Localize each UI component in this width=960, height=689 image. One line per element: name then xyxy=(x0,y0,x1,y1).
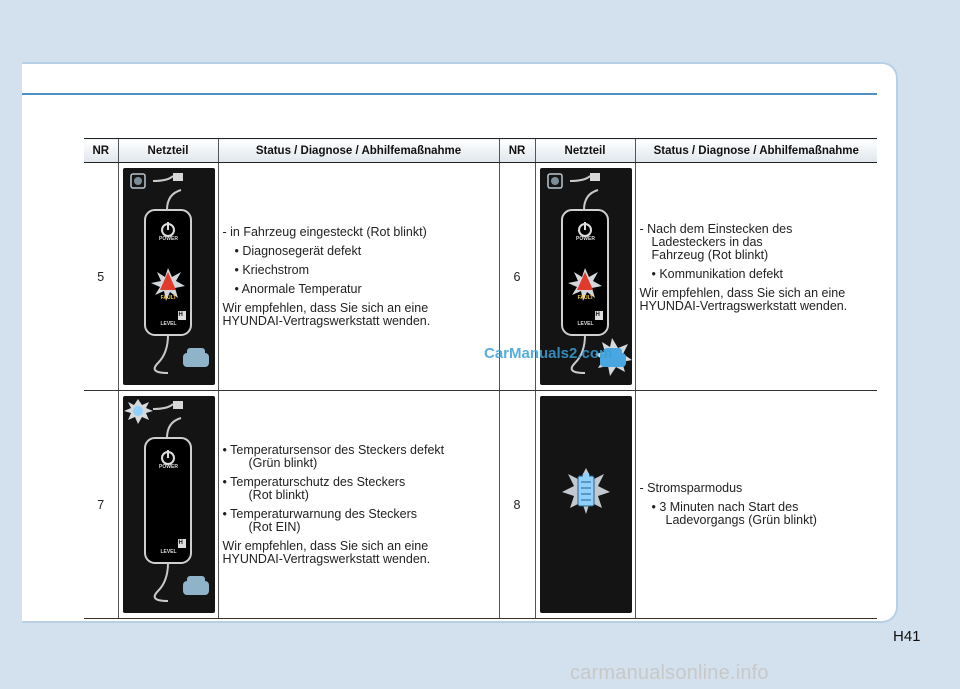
row-nr: 5 xyxy=(84,163,118,391)
watermark: CarManuals2.com xyxy=(484,345,613,362)
header-nr: NR xyxy=(84,139,118,163)
level-label: LEVEL xyxy=(160,321,177,327)
footer-site: carmanualsonline.info xyxy=(570,662,769,684)
header-status: Status / Diagnose / Abhilfemaßnahme xyxy=(218,139,499,163)
header-netzteil-2: Netzteil xyxy=(535,139,635,163)
h-badge: H xyxy=(178,540,183,546)
fault-label: FAULT xyxy=(577,295,594,301)
header-nr-2: NR xyxy=(499,139,535,163)
page-number: H41 xyxy=(893,628,921,645)
top-rule xyxy=(22,93,877,95)
level-label: LEVEL xyxy=(577,321,594,327)
h-badge: H xyxy=(595,312,600,318)
charger-panel-fault xyxy=(123,168,215,385)
charger-panel-plug-glow xyxy=(123,396,215,613)
table-row xyxy=(84,391,877,619)
row-nr: 7 xyxy=(84,391,118,619)
status-cell: - Stromsparmodus • 3 Minuten nach Start des Ladevorgangs (Grün blinkt) xyxy=(635,391,877,619)
row-nr: 8 xyxy=(499,391,535,619)
status-cell: - Nach dem Einstecken des Ladesteckers in das Fahrzeug (Rot blinkt) • Kommunikation defekt Wir empfehlen, dass Sie sich an eine HYUNDAI-Vertragswerkstatt wenden. xyxy=(635,163,877,391)
table-header-row xyxy=(84,139,877,163)
status-cell: • Temperatursensor des Steckers defekt (Grün blinkt) • Temperaturschutz des Steckers (Rot blinkt) • Temperaturwarnung des Steckers (Rot EIN) Wir empfehlen, dass Sie sich an eine HYUNDAI-Vertragswerkstatt wenden. xyxy=(218,391,499,619)
charger-status-table xyxy=(84,138,877,619)
charger-panel-battery xyxy=(540,396,632,613)
power-label: POWER xyxy=(576,236,595,242)
header-status-2: Status / Diagnose / Abhilfemaßnahme xyxy=(635,139,877,163)
power-label: POWER xyxy=(159,464,178,470)
h-badge: H xyxy=(178,312,183,318)
power-label: POWER xyxy=(159,236,178,242)
table-row xyxy=(84,163,877,391)
level-label: LEVEL xyxy=(160,549,177,555)
status-cell: - in Fahrzeug eingesteckt (Rot blinkt) • Diagnosegerät defekt • Kriechstrom • Anormale Temperatur Wir empfehlen, dass Sie sich an eine HYUNDAI-Vertragswerkstatt wenden. xyxy=(218,163,499,391)
header-netzteil: Netzteil xyxy=(118,139,218,163)
fault-label: FAULT xyxy=(160,295,177,301)
row-nr: 6 xyxy=(499,163,535,391)
